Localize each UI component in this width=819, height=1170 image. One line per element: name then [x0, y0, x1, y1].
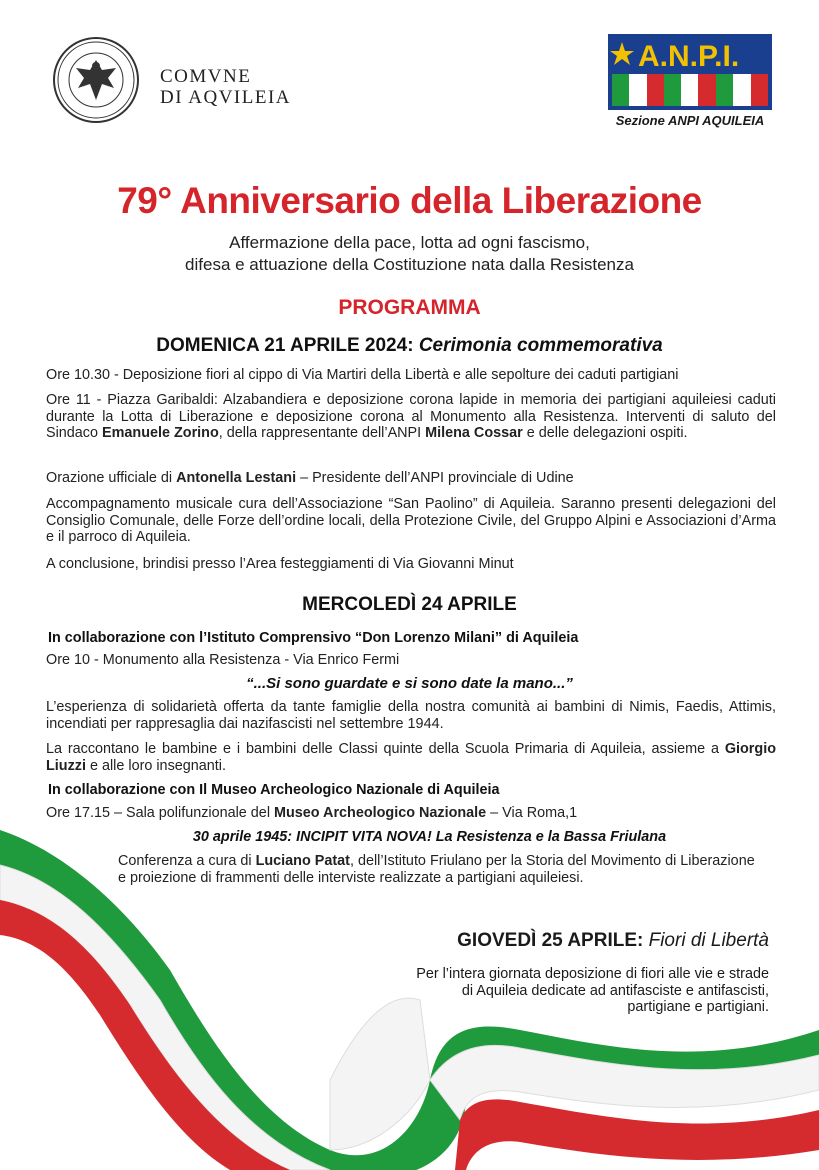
comune-line2: DI AQVILEIA: [160, 87, 292, 108]
day1-p4: Accompagnamento musicale cura dell’Associazione “San Paolino” di Aquileia. Saranno presenti delegazioni del Consiglio Comunale, delle Forze dell’ordine locali, della Protezione Civile, del Gruppo Alpini e Associazioni d’Arma e il parroco di Aquileia.: [46, 496, 776, 546]
subtitle: [0, 232, 819, 276]
day3-heading: [457, 930, 769, 952]
day1-heading: [0, 335, 819, 357]
day1-p2-text3: e delle delegazioni ospiti.: [522, 425, 688, 442]
day2-p2: [46, 741, 776, 774]
day2-collab2: In collaborazione con Il Museo Archeologico Nazionale di Aquileia: [48, 782, 500, 798]
comune-seal-logo: [52, 36, 140, 124]
day2-collab1: In collaborazione con l’Istituto Comprensivo “Don Lorenzo Milani” di Aquileia: [48, 630, 579, 646]
anpi-logo: [608, 34, 772, 110]
day2-time2-text2: – Via Roma,1: [486, 805, 578, 821]
day1-event: Cerimonia commemorativa: [418, 335, 663, 356]
subtitle-line1: Affermazione della pace, lotta ad ogni fascismo,: [229, 233, 590, 252]
conf-text: Conferenza a cura di: [118, 853, 256, 869]
day1-p2-text: Ore 11 - Piazza Garibaldi: Alzabandiera e deposizione corona lapide in memoria dei partigiani aquileiesi caduti durante la Lotta di Liberazione e deposizione corona al Monumento alla Resistenza. Interventi di saluto del Sindaco: [46, 392, 776, 442]
day1-p3-text: Orazione ufficiale di: [46, 470, 177, 486]
day2-time2-text: Ore 17.15 – Sala polifunzionale del: [46, 805, 275, 821]
sindaco-name: Emanuele Zorino: [102, 425, 219, 442]
guest-name: Giorgio Liuzzi: [46, 741, 776, 774]
talk-title: 30 aprile 1945: INCIPIT VITA NOVA! La Resistenza e la Bassa Friulana: [192, 829, 667, 845]
comune-line1: COMVNE: [160, 66, 252, 87]
day2-conference: [118, 853, 758, 886]
day1-p5: A conclusione, brindisi presso l’Area festeggiamenti di Via Giovanni Minut: [46, 556, 514, 572]
day2-p2-text2: e alle loro insegnanti.: [85, 757, 226, 774]
day1-date: DOMENICA 21 APRILE 2024:: [156, 335, 414, 356]
day3-text: Per l’intera giornata deposizione di fiori alle vie e strade di Aquileia dedicate ad antifasciste e antifascisti, partigiane e partigiani.: [416, 966, 769, 1016]
day1-p1: Ore 10.30 - Deposizione fiori al cippo di Via Martiri della Libertà e alle sepolture dei caduti partigiani: [46, 367, 679, 383]
anpi-caption: Sezione ANPI AQUILEIA: [615, 113, 765, 128]
day2-heading: MERCOLEDÌ 24 APRILE: [302, 594, 517, 615]
page-title: 79° Anniversario della Liberazione: [117, 180, 702, 221]
comune-name: [160, 66, 291, 108]
anpi-logo-text: A.N.P.I.: [638, 40, 740, 73]
anpi-rep-name: Milena Cossar: [425, 425, 523, 442]
day2-quote: “...Si sono guardate e si sono date la mano...”: [246, 675, 573, 692]
day3-event: Fiori di Libertà: [648, 930, 769, 951]
day1-p2: [46, 392, 776, 442]
programma-heading: PROGRAMMA: [338, 296, 481, 319]
museum-name: Museo Archeologico Nazionale: [274, 805, 487, 821]
speaker-name: Luciano Patat: [255, 853, 350, 869]
conf-text2: , dell’Istituto Friulano per la Storia del Movimento di Liberazione e proiezione di frammenti delle interviste realizzate a partigiani aquileiesi.: [118, 853, 755, 886]
day1-p3-text2: – Presidente dell’ANPI provinciale di Udine: [296, 470, 574, 486]
day1-p2-text2: , della rappresentante dell’ANPI: [218, 425, 426, 442]
day2-p1: L’esperienza di solidarietà offerta da tante famiglie della nostra comunità ai bambini di Nimis, Faedis, Attimis, incendiati per rappresaglia dai nazifascisti nel settembre 1944.: [46, 699, 776, 732]
day2-p2-text: La raccontano le bambine e i bambini delle Classi quinte della Scuola Primaria di Aquileia, assieme a: [46, 741, 725, 757]
day1-p3: [46, 470, 776, 487]
day2-time1: Ore 10 - Monumento alla Resistenza - Via Enrico Fermi: [46, 652, 400, 668]
day3-date: GIOVEDÌ 25 APRILE:: [457, 930, 644, 951]
orator-name: Antonella Lestani: [176, 470, 297, 486]
subtitle-line2: difesa e attuazione della Costituzione nata dalla Resistenza: [185, 255, 634, 274]
